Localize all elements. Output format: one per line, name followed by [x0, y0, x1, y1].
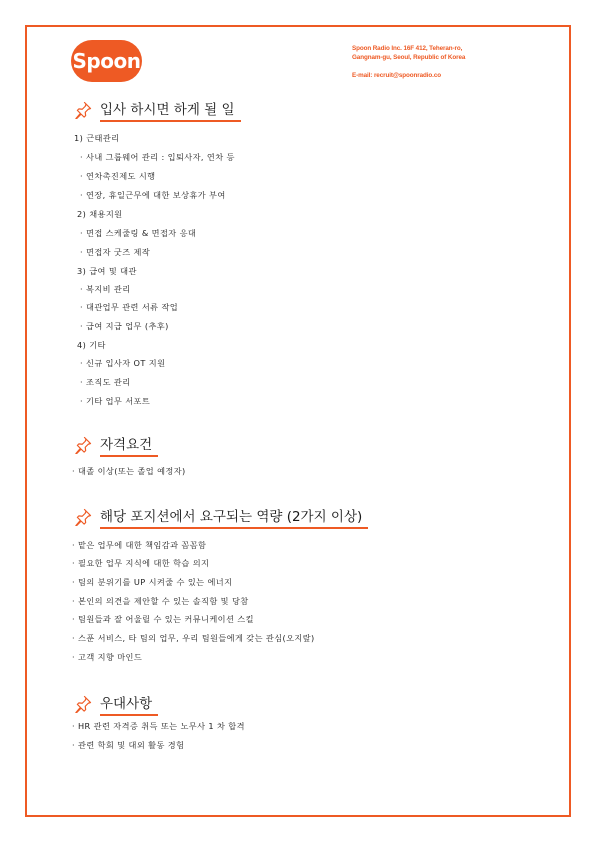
- list-item: · 팀의 분위기를 UP 시켜줄 수 있는 에너지: [72, 577, 233, 587]
- section-title-duties: [74, 98, 241, 122]
- list-item: · 관련 학회 및 대외 활동 경험: [72, 740, 185, 750]
- list-item: 3) 급여 및 대관: [77, 266, 137, 276]
- list-item: · 조직도 관리: [80, 377, 131, 387]
- pushpin-icon: [74, 508, 92, 526]
- section-title-text: 자격요건: [100, 433, 158, 457]
- list-item: 4) 기타: [77, 340, 106, 350]
- section-title-competencies: [74, 505, 368, 529]
- spoon-logo: [71, 40, 142, 82]
- company-address-line2: Gangnam-gu, Seoul, Republic of Korea: [352, 54, 466, 61]
- logo-text: Spoon: [72, 49, 141, 73]
- list-item: · 본인의 의견을 제안할 수 있는 솔직함 및 당참: [72, 596, 249, 606]
- section-title-text: 입사 하시면 하게 될 일: [100, 98, 241, 122]
- section-title-text: 우대사항: [100, 692, 158, 716]
- list-item: · 급여 지급 업무 (추후): [80, 321, 169, 331]
- list-item: · 필요한 업무 지식에 대한 학습 의지: [72, 558, 210, 568]
- list-item: · 대관업무 관련 서류 작업: [80, 302, 179, 312]
- list-item: · 기타 업무 서포트: [80, 396, 151, 406]
- pushpin-icon: [74, 695, 92, 713]
- list-item: · 스푼 서비스, 타 팀의 업무, 우리 팀원들에게 갖는 관심(오지랖): [72, 633, 315, 643]
- list-item: · 복지비 관리: [80, 284, 131, 294]
- list-item: 1) 근태관리: [74, 133, 120, 143]
- list-item: · 연장, 휴일근무에 대한 보상휴가 부여: [80, 190, 226, 200]
- list-item: · 면접자 굿즈 제작: [80, 247, 151, 257]
- section-title-qualifications: [74, 433, 158, 457]
- section-title-text: 해당 포지션에서 요구되는 역량 (2가지 이상): [100, 505, 368, 529]
- pushpin-icon: [74, 436, 92, 454]
- list-item: · 팀원들과 잘 어울릴 수 있는 커뮤니케이션 스킬: [72, 614, 254, 624]
- company-address-line1: Spoon Radio Inc. 16F 412, Teheran-ro,: [352, 45, 463, 52]
- pushpin-icon: [74, 101, 92, 119]
- section-title-preferred: [74, 692, 158, 716]
- list-item: · 면접 스케줄링 & 면접자 응대: [80, 228, 197, 238]
- list-item: · 연차촉진제도 시행: [80, 171, 156, 181]
- company-email: E-mail: recruit@spoonradio.co: [352, 72, 441, 79]
- list-item: · 맡은 업무에 대한 책임감과 꼼꼼함: [72, 540, 207, 550]
- list-item: · 신규 입사자 OT 지원: [80, 358, 166, 368]
- company-info: [352, 44, 552, 80]
- list-item: · 사내 그룹웨어 관리 : 입퇴사자, 연차 등: [80, 152, 235, 162]
- list-item: · 고객 지향 마인드: [72, 652, 143, 662]
- list-item: · 대졸 이상(또는 졸업 예정자): [72, 466, 186, 476]
- list-item: · HR 관련 자격증 취득 또는 노무사 1 차 합격: [72, 721, 245, 731]
- list-item: 2) 채용지원: [77, 209, 123, 219]
